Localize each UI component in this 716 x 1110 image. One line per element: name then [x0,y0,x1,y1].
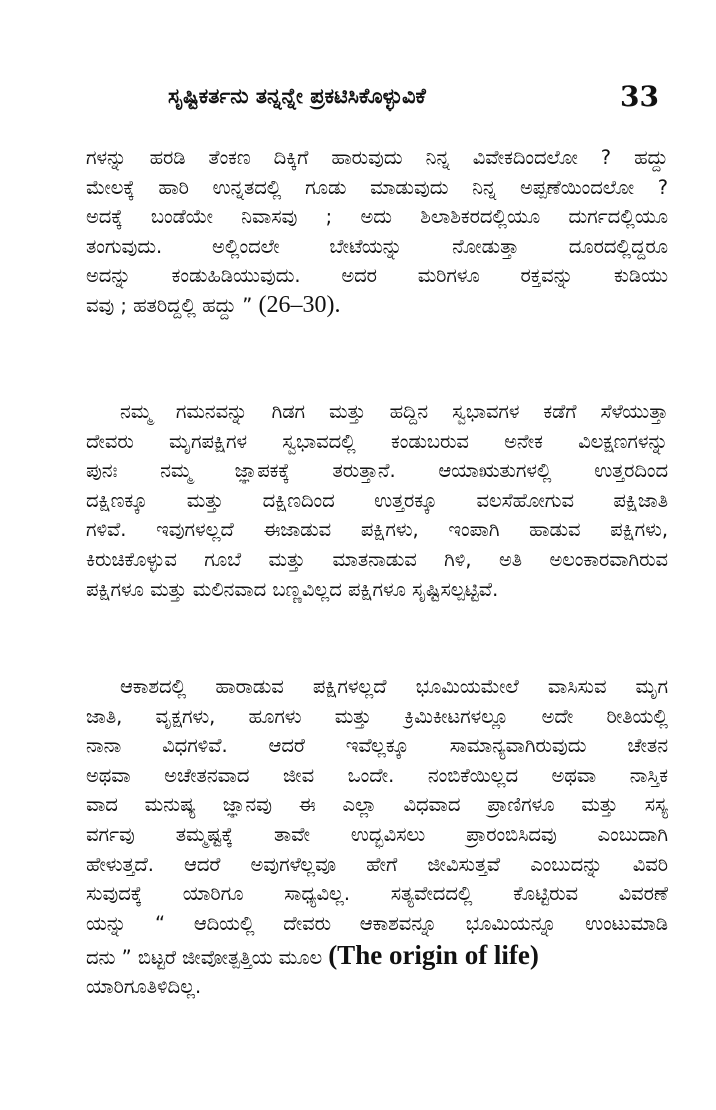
text-line: ಮೇಲಕ್ಕೆ ಹಾರಿ ಉನ್ನತದಲ್ಲಿ ಗೂಡು ಮಾಡುವುದು ನಿನ್ನ ಅಪ್ಪಣೆಯಿಂದಲೋ ? [86,175,668,199]
text-line: ವಾದ ಮನುಷ್ಯ ಜ್ಞಾನವು ಈ ಎಲ್ಲಾ ವಿಧವಾದ ಪ್ರಾಣಿಗಳೂ ಮತ್ತು ಸಸ್ಯ [86,793,668,817]
paragraph-1 [86,143,668,321]
text-line: ಗಳಿವೆ. ಇವುಗಳಲ್ಲದೆ ಈಜಾಡುವ ಪಕ್ಷಿಗಳು, ಇಂಪಾಗಿ ಹಾಡುವ ಪಕ್ಷಿಗಳು, [86,518,668,542]
text-line-indent: ನಮ್ಮ ಗಮನವನ್ನು ಗಿಡಗ ಮತ್ತು ಹದ್ದಿನ ಸ್ವಭಾವಗಳ ಕಡೆಗೆ ಸೆಳೆಯುತ್ತಾ [120,400,668,423]
text-line-last [86,291,668,321]
page-number: 33 [620,80,659,113]
text-span: ವವು ; ಹತರಿದ್ದಲ್ಲಿ ಹದ್ದು ” [86,293,259,317]
text-line: ಜಾತಿ, ವೃಕ್ಷಗಳು, ಹೂಗಳು ಮತ್ತು ಕ್ರಿಮಿಕೀಟಗಳಲ್ಲೂ ಅದೇ ರೀತಿಯಲ್ಲಿ [86,704,668,728]
text-line: ಗಳನ್ನು ಹರಡಿ ತೆಂಕಣ ದಿಕ್ಕಿಗೆ ಹಾರುವುದು ನಿನ್ನ ವಿವೇಕದಿಂದಲೋ ? ಹದ್ದು [86,146,668,169]
paragraph-2 [86,397,668,604]
paragraph-3 [86,672,668,1002]
text-line: ಯನ್ನು “ ಆದಿಯಲ್ಲಿ ದೇವರು ಆಕಾಶವನ್ನೂ ಭೂಮಿಯನ್ನೂ ಉಂಟುಮಾಡಿ [86,911,668,935]
text-line: ನಾನಾ ವಿಧಗಳಿವೆ. ಆದರೆ ಇವೆಲ್ಲಕ್ಕೂ ಸಾಮಾನ್ಯವಾಗಿರುವುದು ಚೇತನ [86,734,668,758]
text-line-indent: ಆಕಾಶದಲ್ಲಿ ಹಾರಾಡುವ ಪಕ್ಷಿಗಳಲ್ಲದೆ ಭೂಮಿಯಮೇಲೆ ವಾಸಿಸುವ ಮೃಗ [120,675,668,698]
text-line: ಕಿರುಚಿಕೊಳ್ಳುವ ಗೂಬೆ ಮತ್ತು ಮಾತನಾಡುವ ಗಿಳಿ, ಅತಿ ಅಲಂಕಾರವಾಗಿರುವ [86,547,668,571]
text-line: ಪುನಃ ನಮ್ಮ ಜ್ಞಾಪಕಕ್ಕೆ ತರುತ್ತಾನೆ. ಆಯಾಋತುಗಳಲ್ಲಿ ಉತ್ತರದಿಂದ [86,459,668,483]
text-line: ದೇವರು ಮೃಗಪಕ್ಷಿಗಳ ಸ್ವಭಾವದಲ್ಲಿ ಕಂಡುಬರುವ ಅನೇಕ ವಿಲಕ್ಷಣಗಳನ್ನು [86,429,668,453]
text-line: ಸುವುದಕ್ಕೆ ಯಾರಿಗೂ ಸಾಧ್ಯವಿಲ್ಲ. ಸತ್ಯವೇದದಲ್ಲಿ ಕೊಟ್ಟಿರುವ ವಿವರಣೆ [86,882,668,906]
text-line: ಅದಕ್ಕೆ ಬಂಡೆಯೇ ನಿವಾಸವು ; ಅದು ಶಿಲಾಶಿಕರದಲ್ಲಿಯೂ ದುರ್ಗದಲ್ಲಿಯೂ [86,205,668,229]
text-line: ವರ್ಗವು ತಮ್ಮಷ್ಟಕ್ಕೆ ತಾವೇ ಉದ್ಭವಿಸಲು ಪ್ರಾರಂಬಿಸಿದವು ಎಂಬುದಾಗಿ [86,822,668,846]
text-span: ದನು ” ಬಿಟ್ಟರೆ ಜೀವೋತ್ಪತ್ತಿಯ ಮೂಲ [86,946,329,970]
text-line: ಅಥವಾ ಅಚೇತನವಾದ ಜೀವ ಒಂದೇ. ನಂಬಿಕೆಯಿಲ್ಲದ ಅಥವಾ ನಾಸ್ತಿಕ [86,763,668,787]
english-phrase: (The origin of life) [328,940,539,971]
text-line: ದಕ್ಷಿಣಕ್ಕೂ ಮತ್ತು ದಕ್ಷಿಣದಿಂದ ಉತ್ತರಕ್ಕೂ ವಲಸೆಹೋಗುವ ಪಕ್ಷಿಜಾತಿ [86,488,668,512]
text-line: ಅದನ್ನು ಕಂಡುಹಿಡಿಯುವುದು. ಅದರ ಮರಿಗಳೂ ರಕ್ತವನ್ನು ಕುಡಿಯು [86,264,668,288]
text-line: ತಂಗುವುದು. ಅಲ್ಲಿಂದಲೇ ಬೇಟೆಯನ್ನು ನೋಡುತ್ತಾ ದೂರದಲ್ಲಿದ್ದರೂ [86,234,668,258]
text-line-last: ಪಕ್ಷಿಗಳೂ ಮತ್ತು ಮಲಿನವಾದ ಬಣ್ಣವಿಲ್ಲದ ಪಕ್ಷಿಗಳೂ ಸೃಷ್ಟಿಸಲ್ಪಟ್ಟಿವೆ. [86,577,499,601]
verse-reference: (26–30). [258,291,341,318]
text-line-english [86,938,668,972]
text-line-last: ಯಾರಿಗೂತಿಳಿದಿಲ್ಲ. [86,975,202,999]
text-line: ಹೇಳುತ್ತದೆ. ಆದರೆ ಅವುಗಳೆಲ್ಲವೂ ಹೇಗೆ ಜೀವಿಸುತ್ತವೆ ಎಂಬುದನ್ನು ವಿವರಿ [86,852,668,876]
chapter-title: ಸೃಷ್ಟಿಕರ್ತನು ತನ್ನನ್ನೇ ಪ್ರಕಟಿಸಿಕೊಳ್ಳುವಿಕೆ [168,84,426,108]
